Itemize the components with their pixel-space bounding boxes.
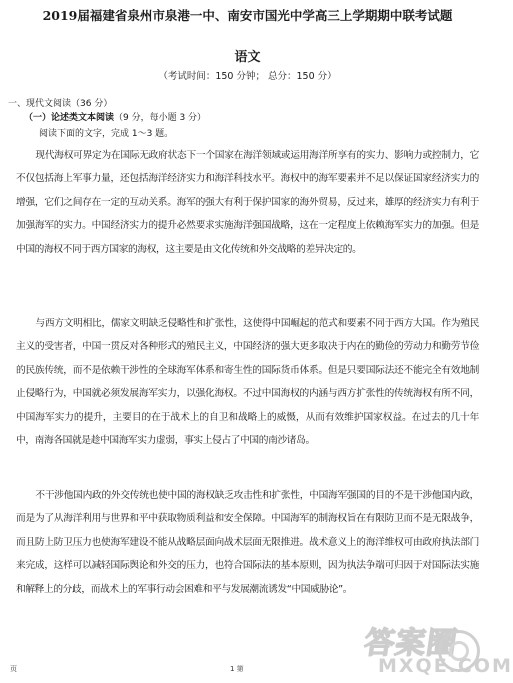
reading-instruction: 阅读下面的文字，完成 1～3 题。 xyxy=(39,129,174,139)
body-paragraph-1: 现代海权可界定为在国际无政府状态下一个国家在海洋领域或运用海洋所享有的实力、影响力或控制力，它不仅包括海上军事力量，还包括海洋经济实力和海洋科技水平。海权中的海军要素并不足以保证国家经济实力的增强，它们之间存在一定的互动关系。海军的强大有利于保护国家的海外贸易，反过来，雄厚的经济实力有利于加强海军的实力。中国经济实力的提升必然要求实施海洋强国战略，这在一定程度上依赖海军实力的加强。但是中国的海权不同于西方国家的海权，这主要是由文化传统和外交战略的差异决定的。 xyxy=(16,150,479,255)
watermark-site-text: MXQE.COM xyxy=(378,655,513,677)
document-title: 2019届福建省泉州市泉港一中、南安市国光中学高三上学期期中联考试题 xyxy=(42,8,453,23)
exam-info: （考试时间：150 分钟； 总分：150 分） xyxy=(158,71,337,82)
subsection-label: （一）论述类文本阅读 xyxy=(24,113,115,123)
subsection-note: （9 分，每小题 3 分） xyxy=(114,113,207,123)
section-heading: 一、现代文阅读（36 分） xyxy=(8,99,113,109)
subject-heading: 语文 xyxy=(234,50,261,65)
body-paragraph-3: 不干涉他国内政的外交传统也使中国的海权缺乏攻击性和扩张性，中国海军强国的目的不是干涉他国内政，而是为了从海洋利用与世界和平中获取物质利益和安全保障。中国海军的制海权旨在有限防卫而不是无限战争，而且防上防卫压力也使海军建设不能从战略层面向战术层面无限推进。战术意义上的海洋维权可由政府执法部门来完成，这样可以减轻国际舆论和外交的压力，也符合国际法的基本原则，因为执法争端可归因于对国际法实施和解释上的分歧，而战术上的军事行动会困难和平与发展潮流诱发“中国威胁论”。 xyxy=(16,490,479,595)
subsection-heading xyxy=(24,110,206,123)
footer-page-number: 1 第 xyxy=(230,665,244,673)
body-paragraph-2: 与西方文明相比，儒家文明缺乏侵略性和扩张性，这使得中国崛起的范式和要素不同于西方大国。作为殖民主义的受害者，中国一贯反对各种形式的殖民主义，中国经济的强大更多取决于内在的勤俭的劳动力和勤劳节俭的民族传统，而不是依赖干涉性的全球海军体系和寄生性的国际货币体系。但是只要国际法还不能完全有效地制止侵略行为，中国就必须发展海军实力，以强化海权。不过中国海权的内涵与西方扩张性的传统海权有所不同，中国海军实力的提升，主要目的在于战术上的自卫和战略上的威慑，从而有效维护国家权益。在过去的几十年中，南海各国就是趁中国海军实力虚弱，事实上侵占了中国的南沙诸岛。 xyxy=(16,318,479,447)
footer-page-mark: 页 xyxy=(10,665,17,673)
watermark-logo-text: 答案圈 xyxy=(362,626,460,661)
